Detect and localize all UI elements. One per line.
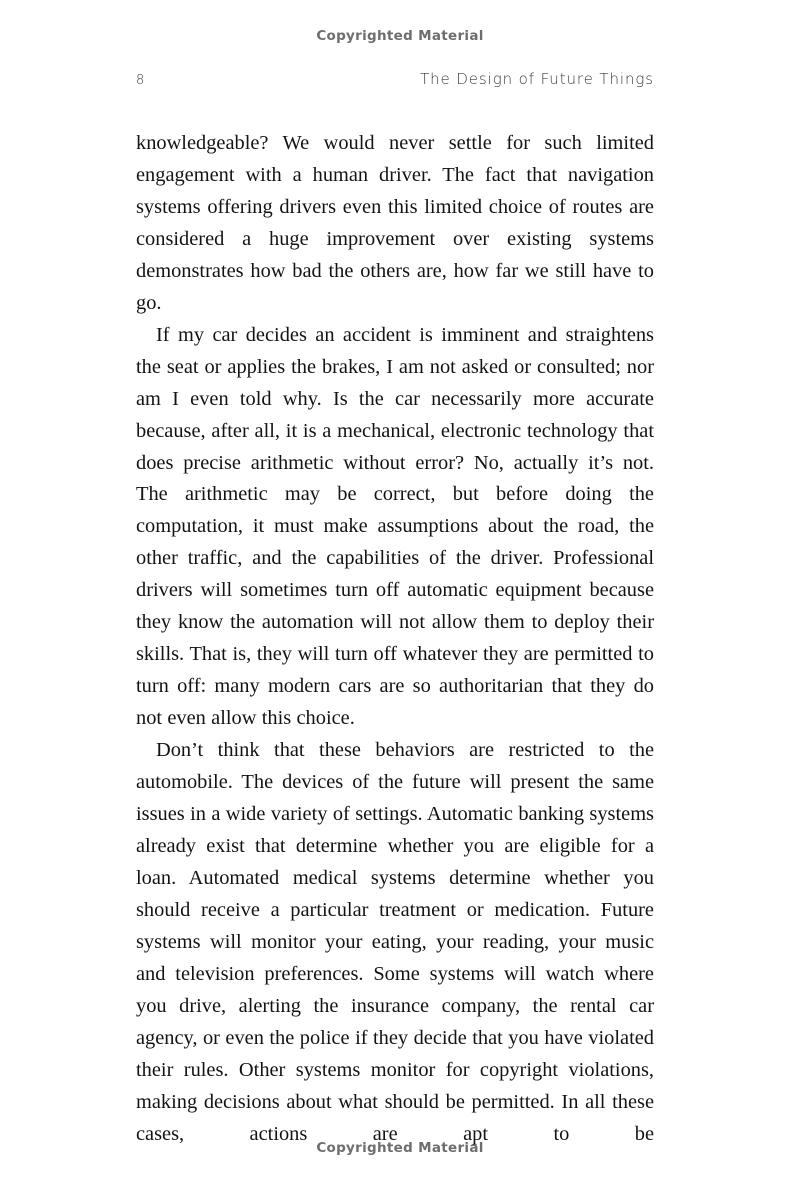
copyright-watermark-bottom: Copyrighted Material bbox=[316, 1140, 484, 1156]
paragraph-2: If my car decides an accident is imminent and straightens the seat or applies the brakes, I am not asked or consulted; nor am I even told why. Is the car necessarily more accurate because, after all, it is a mechanical, electronic technology that does precise arithmetic without error? No, actually it’s not. The arithmetic may be correct, but before doing the computation, it must make assumptions about the road, the other traffic, and the capabilities of the driver. Professional drivers will sometimes turn off automatic equipment because they know the automation will not allow them to deploy their skills. That is, they will turn off whatever they are permitted to turn off: many modern cars are so authoritarian that they do not even allow this choice. bbox=[136, 323, 654, 730]
page-number: 8 bbox=[136, 73, 145, 88]
copyright-watermark-top: Copyrighted Material bbox=[316, 28, 484, 44]
running-head bbox=[136, 70, 654, 92]
paragraph-3: Don’t think that these behaviors are restricted to the automobile. The devices of the future will present the same issues in a wide variety of settings. Automatic banking systems already exist that determine whether you are eligible for a loan. Automated medical systems determine whether you should receive a particular treatment or medication. Future systems will monitor your eating, your reading, your music and television preferences. Some systems will watch where you drive, alerting the insurance company, the rental car agency, or even the police if they decide that you have violated their rules. Other systems monitor for copyright violations, making decisions about what should be permitted. In all these cases, actions are apt to be bbox=[136, 739, 654, 1145]
book-title: The Design of Future Things bbox=[420, 70, 654, 88]
body-text bbox=[136, 128, 654, 1182]
paragraph-1: knowledgeable? We would never settle for such limited engagement with a human driver. The fact that navigation systems offering drivers even this limited choice of routes are considered a huge improvement over existing systems demonstrates how bad the others are, how far we still have to go. bbox=[136, 132, 654, 314]
